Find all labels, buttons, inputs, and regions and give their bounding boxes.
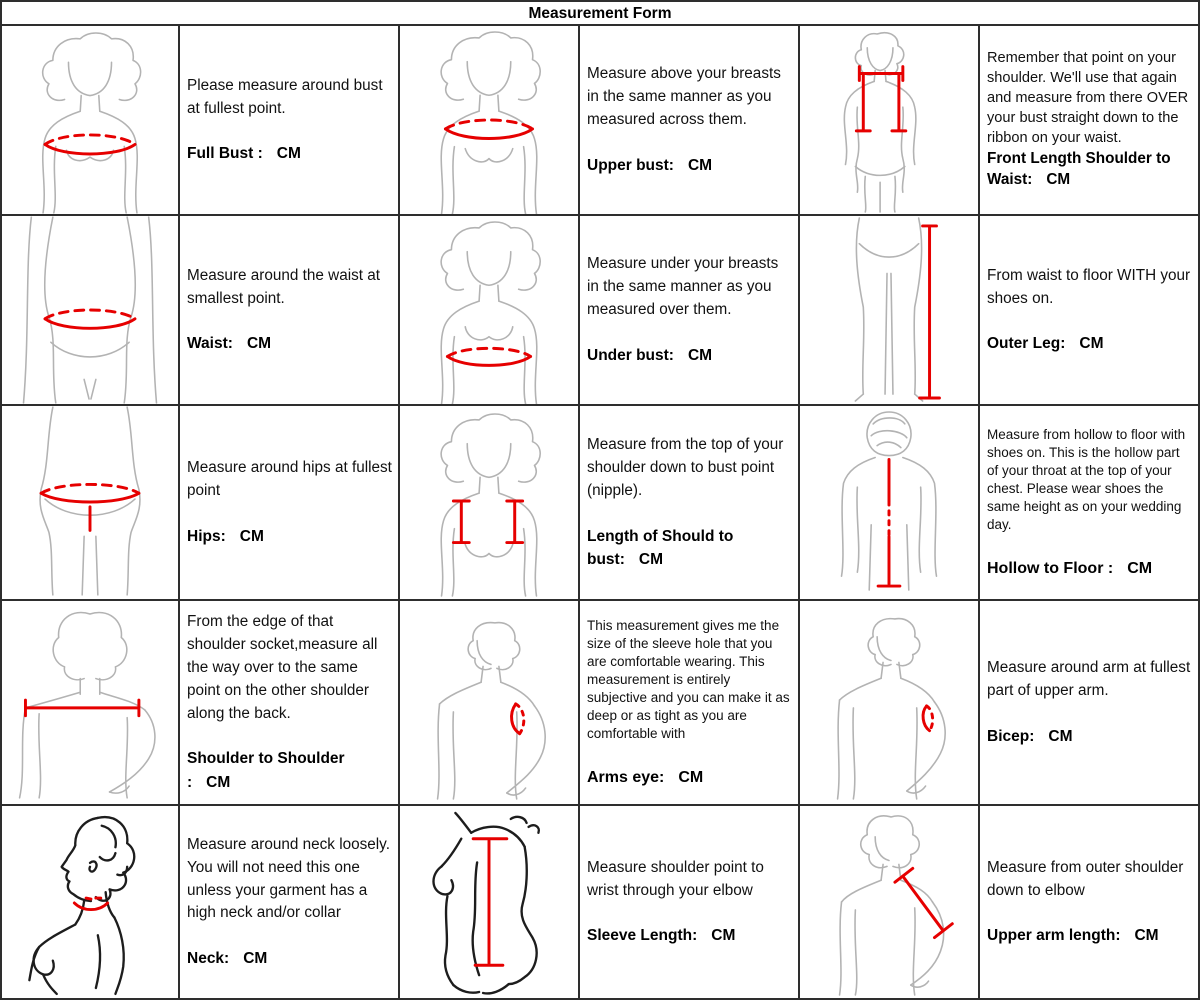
upper-arm-figure <box>800 806 978 998</box>
full-bust-measure-line <box>45 135 135 154</box>
full-bust-figure <box>2 26 178 214</box>
unit-cm: CM <box>687 346 713 364</box>
figure-cell-neck <box>2 806 180 998</box>
page-title: Measurement Form <box>2 2 1198 26</box>
text-cell-neck <box>180 806 400 998</box>
instruction-text: From the edge of that shoulder socket,measure all the way over to the same point on the other shoulder along the back. <box>187 613 378 722</box>
unit-cm: CM <box>1134 927 1159 945</box>
measurement-label: Waist: CM <box>187 335 272 353</box>
text-cell-shoulder-to-shoulder <box>180 601 400 806</box>
instruction-text: Measure around the waist at smallest point. <box>187 266 381 307</box>
figure-cell-under-bust <box>400 216 580 406</box>
figure-cell-outer-leg <box>800 216 980 406</box>
hollow-to-floor-measure-line <box>878 459 900 586</box>
unit-cm: CM <box>1046 171 1071 189</box>
figure-cell-sleeve-length <box>400 806 580 998</box>
neck-figure <box>2 806 178 998</box>
text-cell-full-bust <box>180 26 400 216</box>
under-bust-figure <box>400 216 578 404</box>
instruction-text: From waist to floor WITH your shoes on. <box>987 266 1191 307</box>
text-cell-under-bust <box>580 216 800 406</box>
outer-leg-figure <box>800 216 978 404</box>
instruction-text: Measure from the top of your shoulder down to bust point (nipple). <box>587 436 784 499</box>
bicep-figure <box>800 601 978 804</box>
instruction-text: Measure under your breasts in the same manner as you measured over them. <box>587 255 779 318</box>
unit-cm: CM <box>711 927 736 945</box>
figure-cell-full-bust <box>2 26 180 216</box>
unit-cm: CM <box>206 773 231 791</box>
unit-cm: CM <box>246 335 272 353</box>
front-length-measure-line <box>856 67 905 131</box>
sleeve-length-measure-line <box>473 839 507 966</box>
measurement-table <box>2 26 1198 998</box>
instruction-text: Measure above your breasts in the same manner as you measured across them. <box>587 65 781 128</box>
figure-cell-upper-arm <box>800 806 980 998</box>
text-cell-hips <box>180 406 400 601</box>
unit-cm: CM <box>1048 727 1073 745</box>
figure-cell-hips <box>2 406 180 601</box>
measurement-label: Arms eye: CM <box>587 769 704 787</box>
hollow-to-floor-figure <box>800 406 978 599</box>
figure-cell-waist <box>2 216 180 406</box>
instruction-text: Measure around neck loosely. You will not need this one unless your garment has a high neck and/or collar <box>187 835 390 922</box>
outer-leg-measure-line <box>920 226 940 398</box>
figure-cell-shoulder-to-shoulder <box>2 601 180 806</box>
instruction-text: Measure from hollow to floor with shoes on. This is the hollow part of your throat at the top of your chest. Please wear shoes the same height as on your wedding day. <box>987 426 1186 532</box>
unit-cm: CM <box>243 950 268 968</box>
measurement-label: Front Length Shoulder to Waist: CM <box>987 150 1171 189</box>
text-cell-shoulder-to-bust <box>580 406 800 601</box>
figure-cell-arms-eye <box>400 601 580 806</box>
shoulder-to-bust-measure-line <box>453 501 522 543</box>
under-bust-measure-line <box>447 348 530 365</box>
instruction-text: Measure around hips at fullest point <box>187 459 392 500</box>
measurement-label: Bicep: CM <box>987 727 1073 745</box>
sleeve-length-figure <box>400 806 578 998</box>
text-cell-front-length <box>980 26 1198 216</box>
upper-bust-figure <box>400 26 578 214</box>
figure-cell-hollow-to-floor <box>800 406 980 601</box>
measurement-label: Upper arm length: CM <box>987 927 1159 945</box>
measurement-label: Outer Leg: CM <box>987 335 1104 353</box>
bicep-measure-line <box>923 706 933 731</box>
upper-bust-measure-line <box>445 120 532 139</box>
text-cell-hollow-to-floor <box>980 406 1198 601</box>
measurement-label: Full Bust : CM <box>187 145 301 163</box>
arms-eye-figure <box>400 601 578 804</box>
text-cell-upper-arm <box>980 806 1198 998</box>
measurement-label: Hollow to Floor : CM <box>987 560 1153 578</box>
hips-figure <box>2 406 178 599</box>
figure-cell-shoulder-to-bust <box>400 406 580 601</box>
text-cell-outer-leg <box>980 216 1198 406</box>
measurement-label: Under bust: CM <box>587 346 713 364</box>
shoulder-to-shoulder-figure <box>2 601 178 804</box>
shoulder-to-bust-figure <box>400 406 578 599</box>
text-cell-bicep <box>980 601 1198 806</box>
measurement-label: Shoulder to Shoulder : CM <box>187 750 345 791</box>
figure-cell-upper-bust <box>400 26 580 216</box>
instruction-text: Please measure around bust at fullest point. <box>187 76 383 117</box>
unit-cm: CM <box>638 550 663 568</box>
waist-measure-line <box>45 310 135 328</box>
instruction-text: Measure shoulder point to wrist through your elbow <box>587 858 764 899</box>
unit-cm: CM <box>276 145 301 163</box>
figure-cell-front-length <box>800 26 980 216</box>
instruction-text: Measure from outer shoulder down to elbow <box>987 858 1184 899</box>
figure-cell-bicep <box>800 601 980 806</box>
instruction-text: Measure around arm at fullest part of upper arm. <box>987 659 1191 700</box>
unit-cm: CM <box>678 769 704 787</box>
waist-figure <box>2 216 178 404</box>
text-cell-waist <box>180 216 400 406</box>
unit-cm: CM <box>1079 335 1104 353</box>
unit-cm: CM <box>239 527 264 545</box>
measurement-label: Length of Should to bust: CM <box>587 527 734 568</box>
measurement-label: Neck: CM <box>187 950 268 968</box>
front-length-figure <box>800 26 978 214</box>
text-cell-upper-bust <box>580 26 800 216</box>
instruction-text: This measurement gives me the size of the sleeve hole that you are comfortable wearing. This measurement is entirely subjective and you can make it as deep or as tight as you are comfortable with <box>587 617 790 741</box>
text-cell-sleeve-length <box>580 806 800 998</box>
unit-cm: CM <box>687 156 713 174</box>
unit-cm: CM <box>1127 560 1153 578</box>
measurement-label: Sleeve Length: CM <box>587 927 736 945</box>
measurement-label: Hips: CM <box>187 527 264 545</box>
instruction-text: Remember that point on your shoulder. We'll use that again and measure from there OVER your bust straight down to the ribbon on your waist. <box>987 49 1189 147</box>
text-cell-arms-eye <box>580 601 800 806</box>
measurement-label: Upper bust: CM <box>587 156 713 174</box>
